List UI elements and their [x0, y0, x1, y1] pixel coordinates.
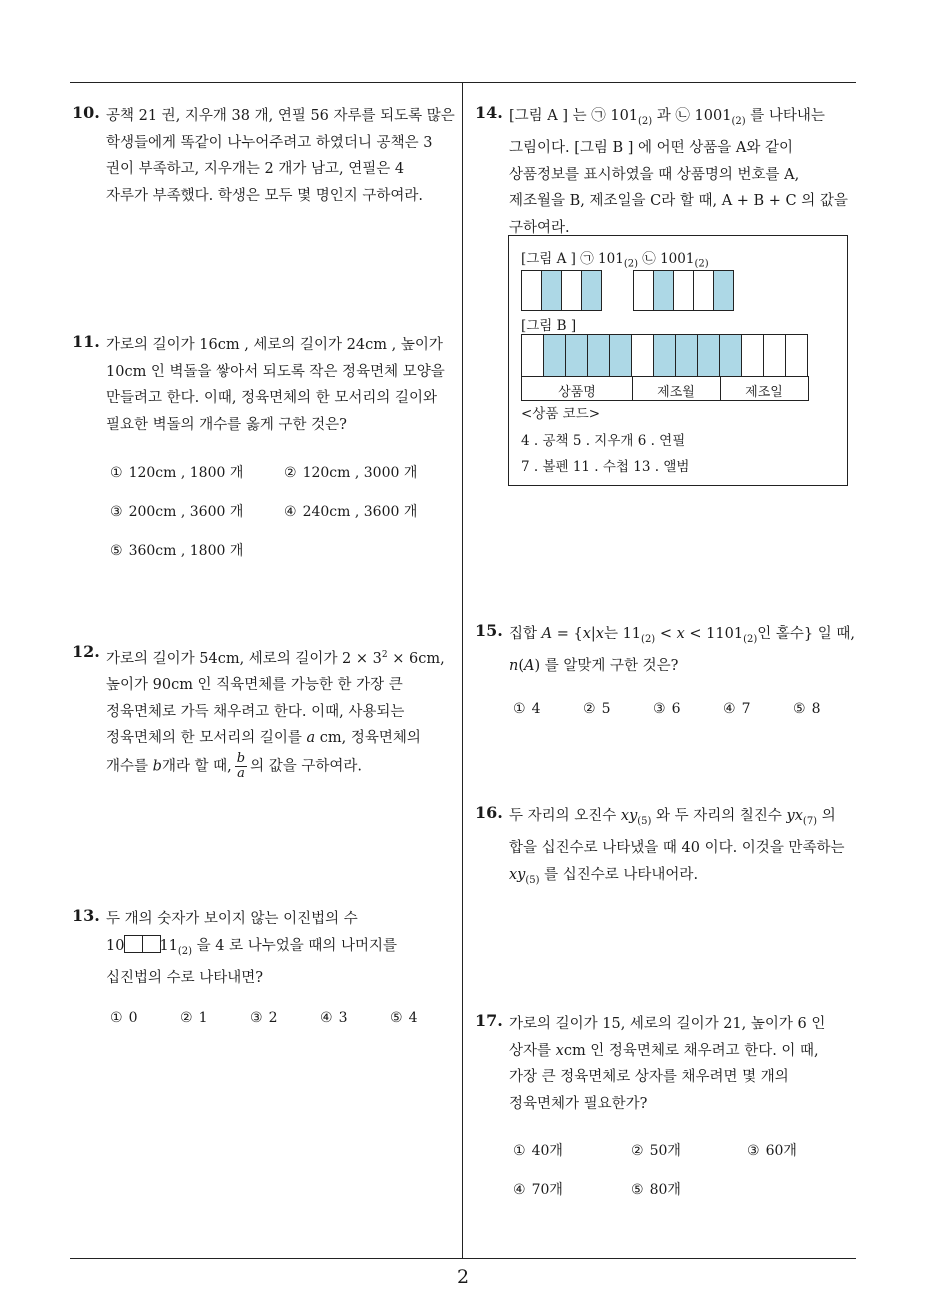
- code-line: 4 . 공책 5 . 지우개 6 . 연필: [521, 433, 686, 449]
- choice-5[interactable]: ⑤ 8: [793, 701, 821, 717]
- question-text-line: 구하여라.: [509, 219, 570, 236]
- question-text-line: 10cm 인 벽돌을 쌓아서 되도록 작은 정육면체 모양을: [106, 363, 445, 380]
- question-10: [72, 103, 462, 209]
- question-text-line: 합을 십진수로 나타냈을 때 40 이다. 이것을 만족하는: [509, 840, 845, 857]
- figure-b-label: [그림 B ]: [521, 318, 577, 334]
- question-number: 15.: [475, 621, 503, 640]
- empty-cell: [785, 334, 808, 377]
- hidden-digit-box: [124, 935, 143, 953]
- filled-cell: [653, 270, 674, 311]
- figure-a-cells-1001: [633, 270, 733, 311]
- question-12: [72, 642, 462, 781]
- question-text-line: 공책 21 권, 지우개 38 개, 연필 56 자루를 되도록 많은: [106, 108, 455, 124]
- barcode-cells: [521, 334, 807, 377]
- bottom-rule: [70, 1258, 856, 1259]
- choice-2[interactable]: ② 5: [583, 701, 611, 717]
- question-text-line: 십진법의 수로 나타내면?: [106, 969, 264, 986]
- question-text-line: 두 자리의 오진수 $xy_{(5)}$ 와 두 자리의 칠진수 $yx_{(7)}$ 의: [509, 808, 836, 827]
- choice-1[interactable]: ① 0: [110, 1010, 138, 1026]
- top-rule: [70, 82, 856, 83]
- question-number: 17.: [475, 1011, 503, 1030]
- choice-2[interactable]: ② 1: [180, 1010, 208, 1026]
- question-text-line: 10 $11_{(2)}$ 을 4 로 나누었을 때의 나머지를: [106, 933, 462, 965]
- question-number: 11.: [72, 332, 100, 351]
- question-text-line: 권이 부족하고, 지우개는 2 개가 남고, 연필은 4: [106, 161, 405, 177]
- choice-3[interactable]: ③ 6: [653, 701, 681, 717]
- question-number: 16.: [475, 803, 503, 822]
- filled-cell: [719, 334, 742, 377]
- barcode-labels: [521, 376, 809, 401]
- question-number: 14.: [475, 103, 503, 122]
- question-text-line: 가로의 길이가 54cm, 세로의 길이가 $2 \times 3^2 \times 6cm$,: [106, 650, 445, 667]
- choice-4[interactable]: ④ 7: [723, 701, 751, 717]
- empty-cell: [521, 334, 544, 377]
- question-text-line: [그림 A ] 는 ㉠ $101_{(2)}$ 과 ㉡ $1001_{(2)}$ 를 나타내는: [509, 108, 825, 127]
- empty-cell: [741, 334, 764, 377]
- filled-cell: [581, 270, 602, 311]
- choice-4[interactable]: ④ 240cm , 3600 개: [284, 504, 418, 520]
- question-text-line: 가로의 길이가 16cm , 세로의 길이가 24cm , 높이가: [106, 337, 443, 353]
- figure-a-label: [그림 A ] ㉠ $101_{(2)}$ ㉡ $1001_{(2)}$: [521, 251, 709, 270]
- question-text-line: 가로의 길이가 15, 세로의 길이가 21, 높이가 6 인: [509, 1016, 826, 1032]
- product-code-list: [521, 404, 689, 480]
- filled-cell: [713, 270, 734, 311]
- question-text-line: 필요한 벽돌의 개수를 옳게 구한 것은?: [106, 416, 347, 433]
- question-text-line: 정육면체가 필요한가?: [509, 1095, 648, 1112]
- column-divider: [462, 82, 463, 1259]
- question-text-line: 상자를 xcm 인 정육면체로 채우려고 한다. 이 때,: [509, 1042, 819, 1059]
- choice-5[interactable]: ⑤ 360cm , 1800 개: [110, 543, 244, 559]
- question-text-line: 높이가 90cm 인 직육면체를 가능한 한 가장 큰: [106, 677, 403, 694]
- question-13: [72, 906, 462, 991]
- choice-3[interactable]: ③ 200cm , 3600 개: [110, 504, 244, 520]
- question-text-line: 제조월을 B, 제조일을 C라 할 때, A + B + C 의 값을: [509, 193, 848, 210]
- filled-cell: [541, 270, 562, 311]
- label-month: 제조월: [657, 385, 695, 400]
- question-text-line: 정육면체로 가득 채우려고 한다. 이때, 사용되는: [106, 703, 405, 720]
- code-title: <상품 코드>: [521, 406, 601, 422]
- page-number: 2: [456, 1266, 470, 1288]
- choice-1[interactable]: ① 40개: [513, 1143, 563, 1159]
- question-text-line: 그림이다. [그림 B ] 에 어떤 상품을 A와 같이: [509, 140, 794, 157]
- empty-cell: [521, 270, 542, 311]
- choice-5[interactable]: ⑤ 80개: [631, 1182, 681, 1198]
- question-16: [475, 803, 875, 894]
- question-text-line: 집합 A = {x|x는 $11_{(2)} < x < 1101_{(2)}$인 홀수} 일 때,: [509, 626, 855, 645]
- empty-cell: [631, 334, 654, 377]
- filled-cell: [653, 334, 676, 377]
- choice-5[interactable]: ⑤ 4: [390, 1010, 418, 1026]
- question-15: [475, 621, 875, 680]
- question-14: [475, 103, 865, 241]
- empty-cell: [763, 334, 786, 377]
- choice-1[interactable]: ① 4: [513, 701, 541, 717]
- choice-1[interactable]: ① 120cm , 1800 개: [110, 465, 244, 481]
- empty-cell: [633, 270, 654, 311]
- question-text-line: 정육면체의 한 모서리의 길이를 a cm, 정육면체의: [106, 730, 421, 747]
- question-text-line: 두 개의 숫자가 보이지 않는 이진법의 수: [106, 911, 358, 927]
- question-text-line: 개수를 b개라 할 때, $\frac{b}{a}$ 의 값을 구하여라.: [106, 750, 363, 781]
- figure-a-cells-101: [521, 270, 601, 311]
- filled-cell: [565, 334, 588, 377]
- filled-cell: [675, 334, 698, 377]
- filled-cell: [543, 334, 566, 377]
- question-text-line: $xy_{(5)}$ 를 십진수로 나타내어라.: [509, 866, 699, 886]
- question-text-line: 상품정보를 표시하였을 때 상품명의 번호를 A,: [509, 166, 800, 183]
- question-text-line: n(A) 를 알맞게 구한 것은?: [509, 658, 679, 675]
- figure-b-barcode: [521, 334, 809, 400]
- code-line: 7 . 볼펜 11 . 수첩 13 . 앨범: [521, 459, 690, 475]
- choice-4[interactable]: ④ 3: [320, 1010, 348, 1026]
- choice-2[interactable]: ② 50개: [631, 1143, 681, 1159]
- filled-cell: [697, 334, 720, 377]
- label-day: 제조일: [745, 385, 783, 400]
- question-17: [475, 1011, 875, 1117]
- question-number: 10.: [72, 103, 100, 122]
- label-product-name: 상품명: [558, 385, 596, 400]
- choice-4[interactable]: ④ 70개: [513, 1182, 563, 1198]
- fraction-b-over-a: $\frac{b}{a}$: [236, 750, 246, 781]
- filled-cell: [587, 334, 610, 377]
- empty-cell: [673, 270, 694, 311]
- question-number: 12.: [72, 642, 100, 661]
- question-text-line: 만들려고 한다. 이때, 정육면체의 한 모서리의 길이와: [106, 390, 438, 406]
- question-11: [72, 332, 462, 438]
- choice-2[interactable]: ② 120cm , 3000 개: [284, 465, 418, 481]
- question-text-line: 학생들에게 똑같이 나누어주려고 하였더니 공책은 3: [106, 134, 433, 151]
- question-number: 13.: [72, 906, 100, 925]
- question-text-line: 자루가 부족했다. 학생은 모두 몇 명인지 구하여라.: [106, 187, 424, 204]
- choice-3[interactable]: ③ 60개: [747, 1143, 797, 1159]
- empty-cell: [561, 270, 582, 311]
- question-text-line: 가장 큰 정육면체로 상자를 채우려면 몇 개의: [509, 1069, 789, 1085]
- choice-3[interactable]: ③ 2: [250, 1010, 278, 1026]
- filled-cell: [609, 334, 632, 377]
- figure-14: [508, 235, 848, 486]
- empty-cell: [693, 270, 714, 311]
